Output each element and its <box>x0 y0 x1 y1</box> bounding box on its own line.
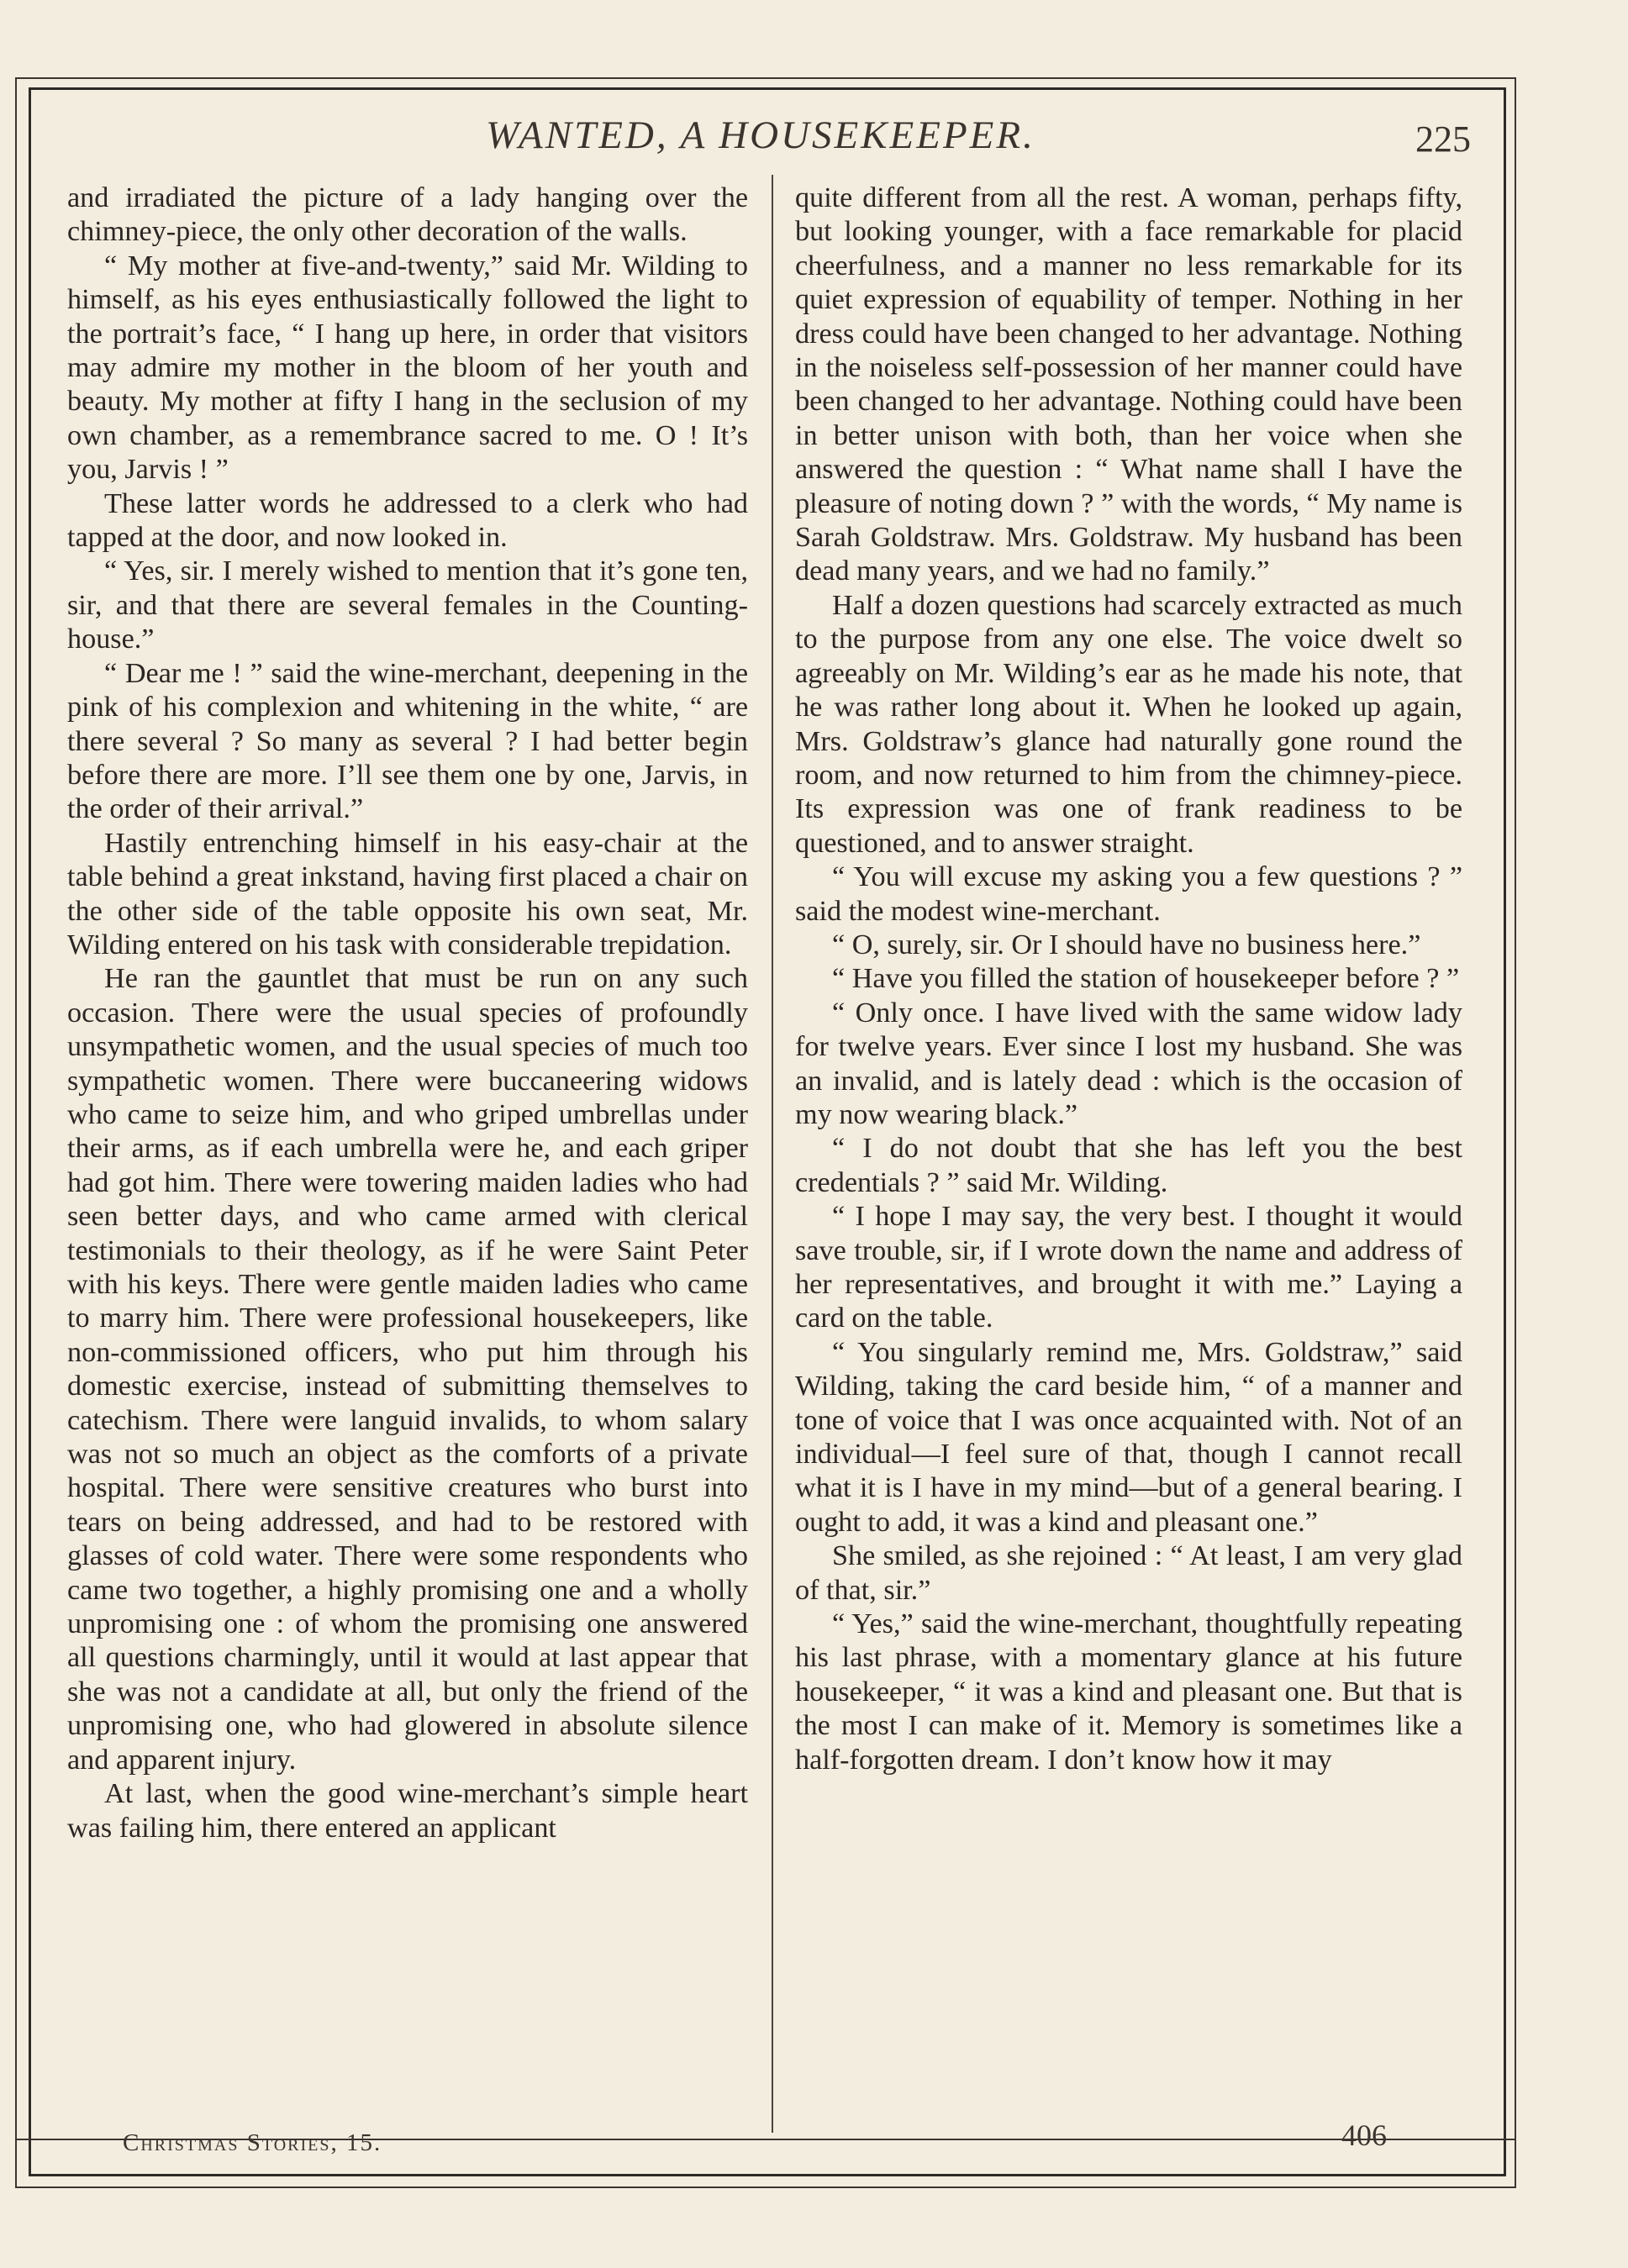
paragraph: “ O, surely, sir. Or I should have no business here.” <box>832 929 1421 960</box>
paragraph: “ Yes,” said the wine-merchant, thoughtfully repeating his last phrase, with a momentary glance at his future housekeeper, “ it was a kind and pleasant one. But that is the most I can make of it. Memory is sometimes like a half-forgotten dream. I don’t know how it may <box>795 1608 1462 1776</box>
paragraph: “ Dear me ! ” said the wine-merchant, deepening in the pink of his complexion and whitening in the white, “ are there several ? So many as several ? I had better begin before there are more. I’ll see them one by one, Jarvis, in the order of their arrival.” <box>67 657 748 825</box>
paragraph: She smiled, as she rejoined : “ At least, I am very glad of that, sir.” <box>795 1540 1462 1606</box>
paragraph: “ Only once. I have lived with the same widow lady for twelve years. Ever since I lost my husband. She was an invalid, and is lately dead : which is the occasion of my now wearing black.” <box>795 997 1462 1130</box>
paragraph: Hastily entrenching himself in his easy-chair at the table behind a great inkstand, having first placed a chair on the other side of the table opposite his own seat, Mr. Wilding entered on his task with considerable trepidation. <box>67 827 748 960</box>
paragraph: At last, when the good wine-merchant’s simple heart was failing him, there entered an applicant <box>67 1778 748 1844</box>
left-column <box>67 182 748 2106</box>
paragraph: “ You singularly remind me, Mrs. Goldstraw,” said Wilding, taking the card beside him, “ of a manner and tone of voice that I was once acquainted with. Not of an individual—I feel sure of that, though I cannot recall what it is I have in my mind—but of a general bearing. I ought to add, it was a kind and pleasant one.” <box>795 1336 1462 1538</box>
page-number: 225 <box>1415 118 1471 160</box>
right-column <box>795 182 1462 2106</box>
running-title: WANTED, A HOUSEKEEPER. <box>486 113 1035 157</box>
footer-signature: Christmas Stories, 15. <box>123 2129 382 2156</box>
page-header <box>50 108 1471 166</box>
paragraph: Half a dozen questions had scarcely extracted as much to the purpose from any one else. The voice dwelt so agreeably on Mr. Wilding’s ear as he made his note, that he was rather long about it. When he looked up again, Mrs. Goldstraw’s glance had naturally gone round the room, and now returned to him from the chimney-piece. Its expression was one of frank readiness to be questioned, and to answer straight. <box>795 589 1462 859</box>
paragraph: quite different from all the rest. A woman, perhaps fifty, but looking younger, with a face remarkable for placid cheerfulness, and a manner no less remarkable for its quiet expression of equability of temper. Nothing in her dress could have been changed to her advantage. Nothing in the noiseless self-possession of her manner could have been changed to her advantage. Nothing could have been in better unison with both, than her voice when she answered the question : “ What name shall I have the pleasure of noting down ? ” with the words, “ My name is Sarah Goldstraw. Mrs. Goldstraw. My husband has been dead many years, and we had no family.” <box>795 182 1462 587</box>
paragraph: He ran the gauntlet that must be run on any such occasion. There were the usual species of profoundly unsympathetic women, and the usual species of much too sympathetic women. There were buccaneering widows who came to seize him, and who griped umbrellas under their arms, as if each umbrella were he, and each griper had got him. There were towering maiden ladies who had seen better days, and who came armed with clerical testimonials to their theology, as if he were Saint Peter with his keys. There were gentle maiden ladies who came to marry him. There were professional housekeepers, like non-commissioned officers, who put him through his domestic exercise, instead of submitting themselves to catechism. There were languid invalids, to whom salary was not so much an object as the comforts of a private hospital. There were sensitive creatures who burst into tears on being addressed, and had to be restored with glasses of cold water. There were some respondents who came two together, a highly promising one and a wholly unpromising one : of whom the promising one answered all questions charmingly, until it would at last appear that she was not a candidate at all, but only the friend of the unpromising one, who had glowered in absolute silence and apparent injury. <box>67 963 748 1776</box>
paragraph: “ Yes, sir. I merely wished to mention that it’s gone ten, sir, and that there are several females in the Counting-house.” <box>67 555 748 655</box>
paragraph: “ Have you filled the station of housekeeper before ? ” <box>832 963 1460 995</box>
footer-folio: 406 <box>1341 2118 1387 2152</box>
paragraph: “ I do not doubt that she has left you the best credentials ? ” said Mr. Wilding. <box>795 1133 1462 1198</box>
column-divider <box>772 175 773 2133</box>
paragraph: and irradiated the picture of a lady hanging over the chimney-piece, the only other decoration of the walls. <box>67 182 748 248</box>
paragraph: “ You will excuse my asking you a few questions ? ” said the modest wine-merchant. <box>795 861 1462 927</box>
paragraph: These latter words he addressed to a clerk who had tapped at the door, and now looked in. <box>67 487 748 554</box>
paragraph: “ My mother at five-and-twenty,” said Mr. Wilding to himself, as his eyes enthusiastically followed the light to the portrait’s face, “ I hang up here, in order that visitors may admire my mother in the bloom of her youth and beauty. My mother at fifty I hang in the seclusion of my own chamber, as a remembrance sacred to me. O ! It’s you, Jarvis ! ” <box>67 250 748 486</box>
paragraph: “ I hope I may say, the very best. I thought it would save trouble, sir, if I wrote down the name and address of her representatives, and brought it with me.” Laying a card on the table. <box>795 1201 1462 1334</box>
